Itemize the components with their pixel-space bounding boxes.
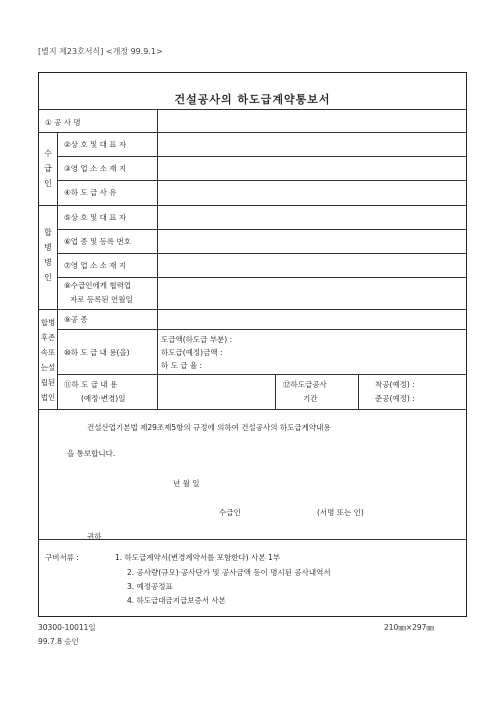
divider	[57, 156, 466, 157]
label-project-name: ① 공 사 명	[45, 118, 81, 127]
value-end-date: 준공(예정) :	[375, 394, 415, 403]
sign-hint: (서명 또는 인)	[317, 508, 364, 517]
label-office-address-2: ⑦영 업 소 소 재 지	[64, 261, 127, 270]
notification-form	[38, 72, 467, 617]
label-work-type: ⑨공 종	[64, 315, 88, 324]
label-subcontract-reason: ④하 도 급 사 유	[64, 188, 117, 197]
attachment-item: 1. 하도급계약서(변경계약서를 포함한다) 사본 1부	[115, 553, 280, 562]
label-post-merger-entity: 합병 후존 속또 는설 립된 법인	[40, 318, 56, 402]
attachment-item: 4. 하도급대금지급보증서 사본	[127, 596, 226, 605]
value-contract-amount: 도급액(하도급 부분) :	[161, 335, 233, 344]
attachments-label: 구비서류 :	[45, 553, 79, 562]
recipient-label: 귀하	[87, 532, 102, 541]
approval-date: 99.7.8 승인	[38, 637, 79, 646]
form-number-note: [별지 제23호서식] <개정 99.9.1>	[38, 47, 163, 56]
attachment-item: 3. 예정공정표	[127, 582, 173, 591]
divider	[39, 109, 466, 110]
divider	[39, 132, 466, 133]
paper-size: 210㎜×297㎜	[384, 623, 434, 632]
label-company-rep: ②상 호 및 대 표 자	[64, 140, 127, 149]
divider	[57, 253, 466, 254]
divider	[57, 180, 466, 181]
label-subcontract-period-b: 기간	[303, 394, 318, 403]
divider	[57, 229, 466, 230]
label-business-registration: ⑥업 종 및 등록 번호	[64, 237, 131, 246]
label-partner-date-a: ⑧수급인에게 협력업	[64, 281, 132, 290]
value-subcontract-rate: 하 도 급 율 :	[161, 361, 203, 370]
divider	[358, 374, 359, 409]
divider	[57, 329, 466, 330]
label-office-address: ③영 업 소 소 재 지	[64, 164, 127, 173]
divider	[275, 374, 276, 409]
label-company-rep-2: ⑤상 호 및 대 표 자	[64, 213, 127, 222]
statement-date: 년 월 일	[173, 479, 200, 488]
signer-label: 수급인	[219, 508, 241, 517]
divider	[39, 309, 466, 310]
divider	[39, 205, 466, 206]
divider	[57, 374, 466, 375]
divider	[157, 109, 158, 409]
label-merged-entity: 합 병 병 인	[44, 228, 52, 282]
label-subcontract-content: ⑩하 도 급 내 용(을)	[64, 348, 130, 357]
label-contract-date-a: ⑪하 도 급 내 용	[64, 380, 118, 389]
label-partner-date-b: 자로 등록된 연월일	[70, 295, 133, 304]
label-subcontract-period-a: ⑫하도급공사	[283, 380, 327, 389]
label-contract-date-b: (예정·변경)일	[81, 394, 126, 403]
divider	[57, 132, 58, 409]
label-contractor: 수 급 인	[44, 149, 52, 188]
statement-line-1: 건설산업기본법 제29조제5항의 규정에 의하여 건설공사의 하도급계약내용	[87, 423, 331, 432]
statement-line-2: 을 통보합니다.	[67, 449, 116, 458]
attachment-item: 2. 공사량(규모)·공사단가 및 공사금액 등이 명시된 공사내역서	[127, 568, 331, 577]
value-subcontract-amount: 하도급(예정)금액 :	[161, 348, 223, 357]
form-title: 건설공사의 하도급계약통보서	[174, 93, 331, 106]
value-start-date: 착공(예정) :	[375, 380, 415, 389]
form-code: 30300-10011일	[38, 623, 96, 632]
divider	[39, 409, 466, 410]
divider	[57, 277, 466, 278]
divider	[39, 539, 466, 540]
